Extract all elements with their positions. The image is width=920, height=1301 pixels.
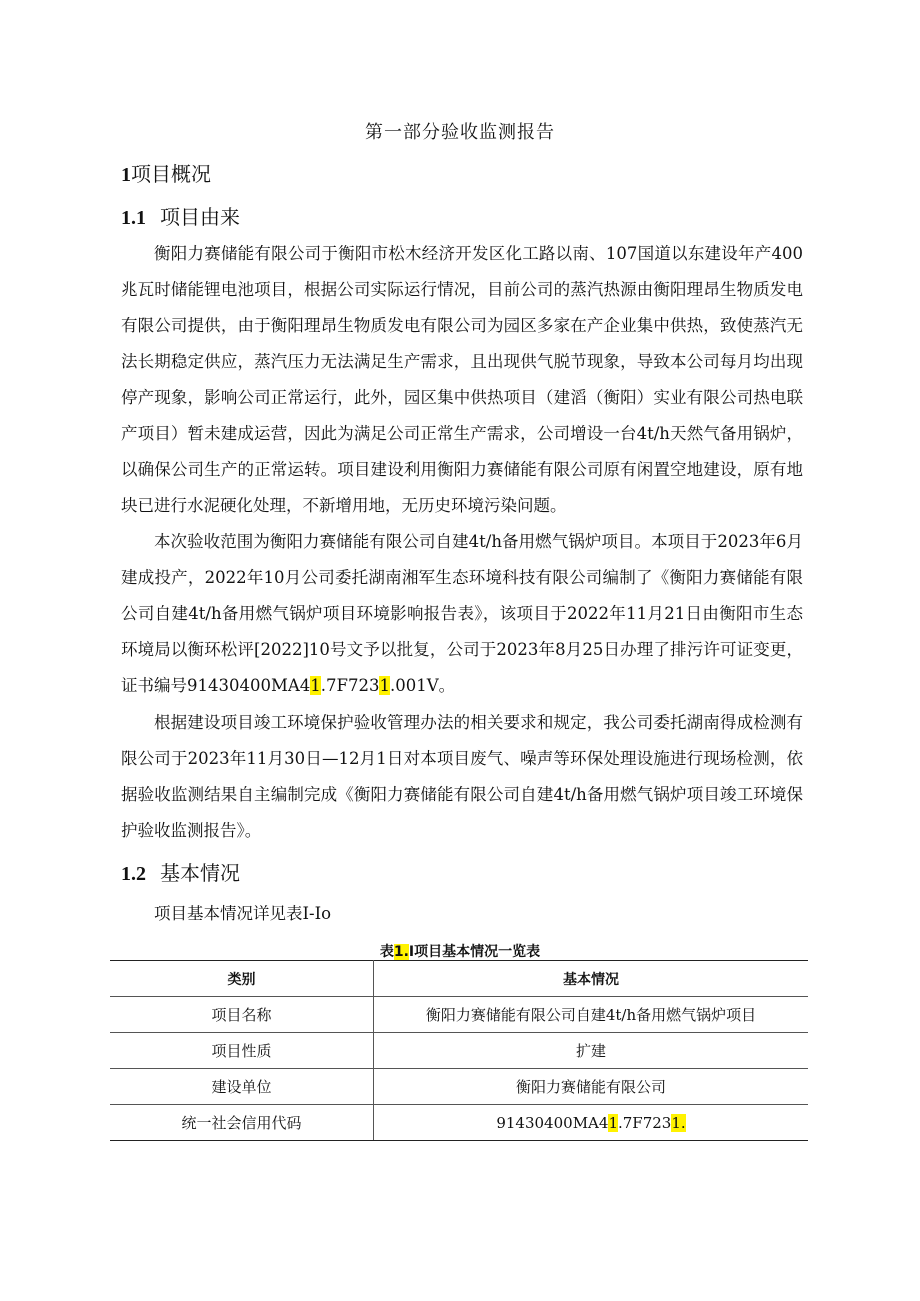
page-title: 第一部分验收监测报告: [365, 122, 555, 143]
credit-code-part: .7F723: [617, 1113, 672, 1132]
table-row: [110, 997, 808, 1033]
credit-code-part: 91430400MA4: [496, 1113, 609, 1132]
section-title: 基本情况: [160, 861, 240, 885]
header-basic-info: 基本情况: [374, 961, 809, 997]
paragraph-scope-text: 本次验收范围为衡阳力赛储能有限公司自建4t/h备用燃气锅炉项目。本项目于2023年6月建成投产，2022年10月公司委托湖南湘军生态环境科技有限公司编制了《衡阳力赛储能有限公司自建4t/h备用燃气锅炉项目环境影响报告表》，该项目于2022年11月21日由衡阳市生态环境局以衡环松评[2022]10号文予以批复，公司于2023年8月25日办理了排污许可证变更，证书编号: [121, 532, 803, 695]
section-heading-1-2: [121, 857, 240, 886]
table-header-row: [110, 961, 808, 997]
row-value: 衡阳力赛储能有限公司自建4t/h备用燃气锅炉项目: [374, 997, 809, 1033]
paragraph-origin: 衡阳力赛储能有限公司于衡阳市松木经济开发区化工路以南、107国道以东建设年产400兆瓦时储能锂电池项目，根据公司实际运行情况，目前公司的蒸汽热源由衡阳理昂生物质发电有限公司提供，由于衡阳理昂生物质发电有限公司为园区多家在产企业集中供热，致使蒸汽无法长期稳定供应，蒸汽压力无法满足生产需求，且出现供气脱节现象，导致本公司每月均出现停产现象，影响公司正常运行，此外，园区集中供热项目（建滔（衡阳）实业有限公司热电联产项目）暂未建成运营，因此为满足公司正常生产需求，公司增设一台4t/h天然气备用锅炉，以确保公司生产的正常运转。项目建设利用衡阳力赛储能有限公司原有闲置空地建设，原有地块已进行水泥硬化处理，不新增用地，无历史环境污染问题。: [121, 244, 803, 515]
row-value: [374, 1105, 809, 1141]
basic-info-table: [110, 960, 808, 1141]
table-caption-part: 表: [379, 944, 394, 960]
table-row: [110, 1105, 808, 1141]
row-value: 衡阳力赛储能有限公司: [374, 1069, 809, 1105]
highlight-mark: 1.: [393, 944, 409, 960]
highlight-mark: 1: [379, 676, 390, 695]
section-title: 项目由来: [160, 205, 240, 229]
paragraph-scope: [121, 524, 803, 704]
section-title: 项目概况: [131, 162, 211, 186]
certificate-code-part: 91430400MA4: [187, 676, 311, 695]
table-caption-part: I项目基本情况一览表: [408, 944, 541, 960]
row-label: 建设单位: [110, 1069, 374, 1105]
highlight-mark: 1: [310, 676, 321, 695]
section-number: 1.2: [121, 863, 146, 885]
paragraph-monitoring: 根据建设项目竣工环境保护验收管理办法的相关要求和规定，我公司委托湖南得成检测有限公司于2023年11月30日—12月1日对本项目废气、噪声等环保处理设施进行现场检测，依据验收监测结果自主编制完成《衡阳力赛储能有限公司自建4t/h备用燃气锅炉项目竣工环境保护验收监测报告》。: [121, 713, 803, 840]
section-heading-1: [121, 158, 211, 187]
section-heading-1-1: [121, 201, 240, 230]
table-row: [110, 1069, 808, 1105]
certificate-code-part: .7F723: [320, 676, 380, 695]
section-number: 1: [121, 164, 131, 186]
highlight-mark: 1: [608, 1113, 618, 1132]
row-label: 项目性质: [110, 1033, 374, 1069]
table-caption: [0, 941, 920, 961]
certificate-code-part: .001V。: [389, 676, 456, 695]
row-label: 统一社会信用代码: [110, 1105, 374, 1141]
header-category: 类别: [110, 961, 374, 997]
row-value: 扩建: [374, 1033, 809, 1069]
section-number: 1.1: [121, 207, 146, 229]
paragraph-table-ref: 项目基本情况详见表I-Io: [154, 904, 332, 923]
row-label: 项目名称: [110, 997, 374, 1033]
table-row: [110, 1033, 808, 1069]
highlight-mark: 1.: [671, 1113, 686, 1132]
